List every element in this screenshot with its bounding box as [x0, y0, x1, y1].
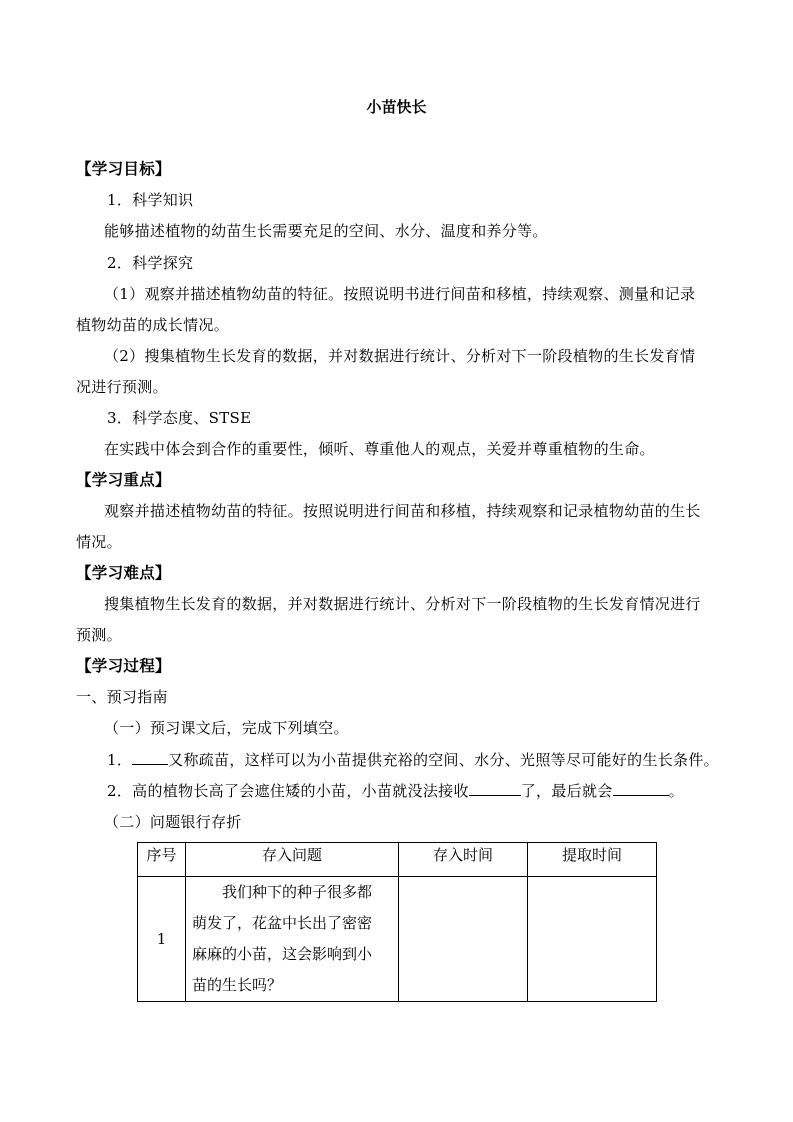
- page-title: 小苗快长: [366, 98, 427, 116]
- q2-text-part3: 。: [668, 782, 684, 800]
- q1-prefix: 1．: [107, 751, 133, 769]
- row-withdraw-time[interactable]: [528, 877, 657, 1002]
- question-bank-table: [137, 842, 657, 1002]
- objective-2-p2-line1: （2）搜集植物生长发育的数据，并对数据进行统计、分析对下一阶段植物的生长发育情: [104, 347, 696, 365]
- q2-text-part2: 了，最后就会: [520, 782, 613, 800]
- key-points-heading: 【学习重点】: [76, 470, 171, 489]
- section-preview-guide: 一、预习指南: [76, 688, 168, 706]
- difficulties-heading: 【学习难点】: [76, 563, 171, 582]
- key-points-line2: 情况。: [76, 533, 122, 551]
- process-heading: 【学习过程】: [76, 656, 171, 675]
- subsection-question-bank: （二）问题银行存折: [104, 813, 242, 831]
- subsection-fill-blank: （一）预习课文后，完成下列填空。: [104, 719, 349, 737]
- fill-question-2: [107, 781, 684, 801]
- question-line: 我们种下的种子很多都: [222, 883, 373, 901]
- header-deposit-time: 存入时间: [399, 843, 528, 877]
- header-number: 序号: [138, 843, 186, 877]
- objectives-heading: 【学习目标】: [76, 159, 171, 178]
- header-question: 存入问题: [186, 843, 399, 877]
- table-row: [138, 877, 657, 1002]
- difficulties-line1: 搜集植物生长发育的数据，并对数据进行统计、分析对下一阶段植物的生长发育情况进行: [104, 595, 701, 613]
- key-points-line1: 观察并描述植物幼苗的特征。按照说明进行间苗和移植，持续观察和记录植物幼苗的生长: [104, 502, 701, 520]
- q1-answer-blank[interactable]: [132, 750, 168, 765]
- question-line: 麻麻的小苗，这会影响到小: [192, 945, 373, 963]
- row-number: 1: [138, 877, 186, 1002]
- question-line: 萌发了，花盆中长出了密密: [192, 914, 373, 932]
- difficulties-line2: 预测。: [76, 626, 122, 644]
- row-deposit-time[interactable]: [399, 877, 528, 1002]
- question-line: 苗的生长吗？: [192, 976, 283, 994]
- objective-3-text: 在实践中体会到合作的重要性，倾听、尊重他人的观点，关爱并尊重植物的生命。: [104, 440, 655, 458]
- objective-1-text: 能够描述植物的幼苗生长需要充足的空间、水分、温度和养分等。: [104, 222, 548, 240]
- q2-answer-blank-1[interactable]: [469, 781, 521, 796]
- table-header-row: [138, 843, 657, 877]
- objective-2-title: 2．科学探究: [107, 254, 194, 272]
- q2-text-part1: 2．高的植物长高了会遮住矮的小苗，小苗就没法接收: [107, 782, 469, 800]
- objective-2-p2-line2: 况进行预测。: [76, 378, 168, 396]
- q2-answer-blank-2[interactable]: [613, 781, 669, 796]
- objective-1-title: 1．科学知识: [107, 191, 194, 209]
- fill-question-1: [107, 750, 719, 770]
- objective-2-p1-line1: （1）观察并描述植物幼苗的特征。按照说明书进行间苗和移植，持续观察、测量和记录: [104, 285, 696, 303]
- q1-text: 又称疏苗，这样可以为小苗提供充裕的空间、水分、光照等尽可能好的生长条件。: [168, 751, 719, 769]
- row-question: [186, 877, 399, 1002]
- objective-3-title: 3．科学态度、STSE: [107, 409, 252, 427]
- objective-2-p1-line2: 植物幼苗的成长情况。: [76, 316, 230, 334]
- header-withdraw-time: 提取时间: [528, 843, 657, 877]
